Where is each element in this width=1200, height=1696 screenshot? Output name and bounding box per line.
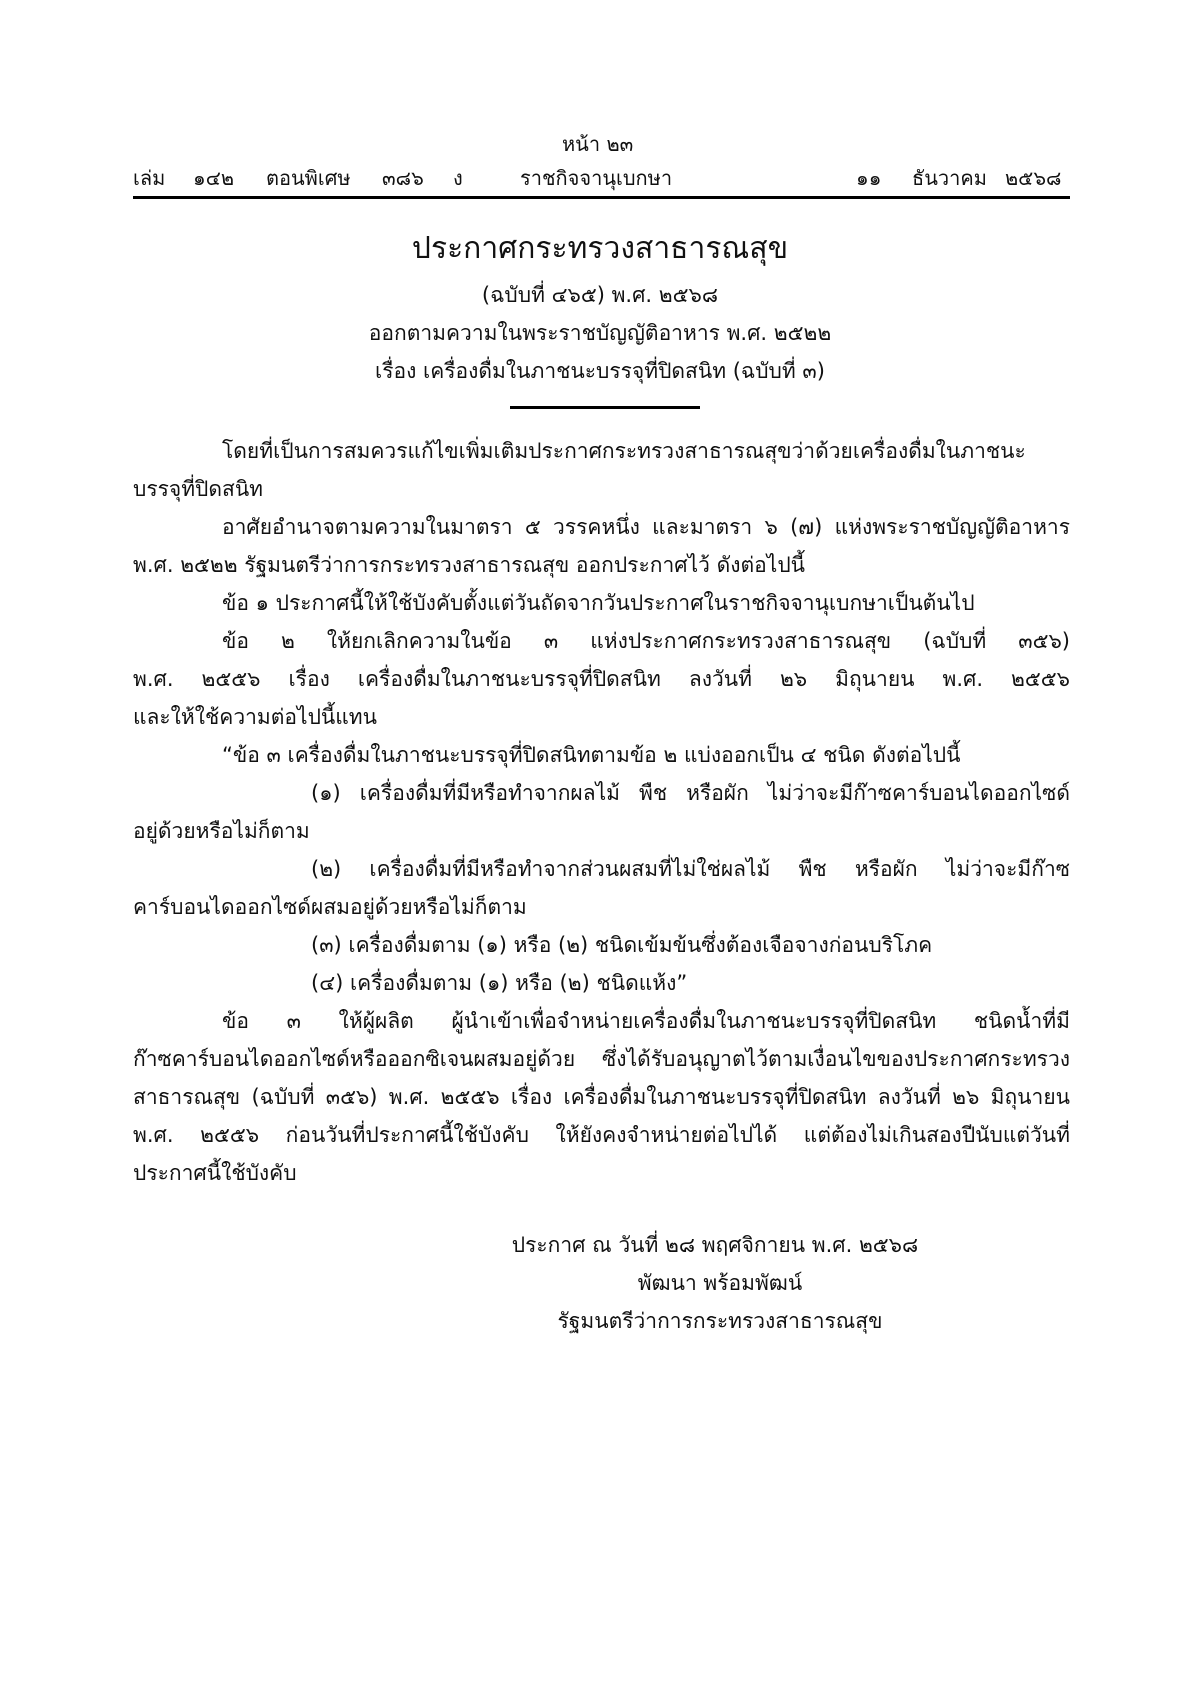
section-number: ๓๘๖: [382, 166, 424, 190]
announcement-number: (ฉบับที่ ๔๖๕) พ.ศ. ๒๕๖๘: [481, 283, 719, 307]
clause-3-line-2: ก๊าซคาร์บอนไดออกไซด์หรือออกซิเจนผสมอยู่ด้วย ซึ่งได้รับอนุญาตไว้ตามเงื่อนไขของประกาศกระทรวง: [133, 1047, 1070, 1071]
clause-3-line-5: ประกาศนี้ใช้บังคับ: [133, 1161, 297, 1185]
item-3: (๓) เครื่องดื่มตาม (๑) หรือ (๒) ชนิดเข้มข้นซึ่งต้องเจือจางก่อนบริโภค: [311, 933, 933, 957]
volume-label: เล่ม: [133, 166, 166, 190]
date-month: ธันวาคม: [912, 166, 987, 190]
item-2-line-1: (๒) เครื่องดื่มที่มีหรือทำจากส่วนผสมที่ไม่ใช่ผลไม้ พืช หรือผัก ไม่ว่าจะมีก๊าซ: [311, 857, 1070, 881]
signatory-name: พัฒนา พร้อมพัฒน์: [637, 1271, 803, 1295]
item-4: (๔) เครื่องดื่มตาม (๑) หรือ (๒) ชนิดแห้ง”: [311, 971, 688, 995]
paragraph-1-line-2: บรรจุที่ปิดสนิท: [133, 477, 264, 501]
clause-3-line-1: ข้อ ๓ ให้ผู้ผลิต ผู้นำเข้าเพื่อจำหน่ายเครื่องดื่มในภาชนะบรรจุที่ปิดสนิท ชนิดน้ำที่มี: [222, 1009, 1070, 1033]
announcement-title: ประกาศกระทรวงสาธารณสุข: [411, 231, 789, 266]
paragraph-2-line-2: พ.ศ. ๒๕๒๒ รัฐมนตรีว่าการกระทรวงสาธารณสุข ออกประกาศไว้ ดังต่อไปนี้: [133, 553, 805, 577]
item-2-line-2: คาร์บอนไดออกไซด์ผสมอยู่ด้วยหรือไม่ก็ตาม: [133, 895, 527, 919]
item-1-line-1: (๑) เครื่องดื่มที่มีหรือทำจากผลไม้ พืช หรือผัก ไม่ว่าจะมีก๊าซคาร์บอนไดออกไซด์: [311, 781, 1070, 805]
clause-2-line-2: พ.ศ. ๒๕๕๖ เรื่อง เครื่องดื่มในภาชนะบรรจุที่ปิดสนิท ลงวันที่ ๒๖ มิถุนายน พ.ศ. ๒๕๕๖: [133, 667, 1070, 691]
paragraph-2-line-1: อาศัยอำนาจตามความในมาตรา ๕ วรรคหนึ่ง และมาตรา ๖ (๗) แห่งพระราชบัญญัติอาหาร: [222, 515, 1070, 539]
signatory-position: รัฐมนตรีว่าการกระทรวงสาธารณสุข: [557, 1309, 883, 1333]
gazette-name: ราชกิจจานุเบกษา: [520, 166, 673, 190]
clause-3-line-4: พ.ศ. ๒๕๕๖ ก่อนวันที่ประกาศนี้ใช้บังคับ ให้ยังคงจำหน่ายต่อไปได้ แต่ต้องไม่เกินสองปีนับแต่วันที่: [133, 1123, 1070, 1147]
item-1-line-2: อยู่ด้วยหรือไม่ก็ตาม: [133, 819, 310, 843]
title-divider: [510, 406, 700, 409]
volume-number: ๑๔๒: [193, 166, 235, 190]
section-letter: ง: [453, 166, 463, 190]
announcement-date: ประกาศ ณ วันที่ ๒๘ พฤศจิกายน พ.ศ. ๒๕๖๘: [511, 1233, 919, 1257]
quoted-clause-3: “ข้อ ๓ เครื่องดื่มในภาชนะบรรจุที่ปิดสนิทตามข้อ ๒ แบ่งออกเป็น ๔ ชนิด ดังต่อไปนี้: [222, 743, 961, 767]
clause-2-line-1: ข้อ ๒ ให้ยกเลิกความในข้อ ๓ แห่งประกาศกระทรวงสาธารณสุข (ฉบับที่ ๓๕๖): [222, 629, 1070, 653]
clause-3-line-3: สาธารณสุข (ฉบับที่ ๓๕๖) พ.ศ. ๒๕๕๖ เรื่อง เครื่องดื่มในภาชนะบรรจุที่ปิดสนิท ลงวันที่ ๒๖ มิถุนายน: [133, 1085, 1070, 1109]
date-year: ๒๕๖๘: [1005, 166, 1062, 190]
date-day: ๑๑: [856, 166, 882, 190]
page-number: หน้า ๒๓: [562, 132, 634, 156]
clause-2-line-3: และให้ใช้ความต่อไปนี้แทน: [133, 705, 377, 729]
announcement-subject: เรื่อง เครื่องดื่มในภาชนะบรรจุที่ปิดสนิท (ฉบับที่ ๓): [375, 359, 825, 383]
clause-1: ข้อ ๑ ประกาศนี้ให้ใช้บังคับตั้งแต่วันถัดจากวันประกาศในราชกิจจานุเบกษาเป็นต้นไป: [222, 591, 975, 615]
paragraph-1-line-1: โดยที่เป็นการสมควรแก้ไขเพิ่มเติมประกาศกระทรวงสาธารณสุขว่าด้วยเครื่องดื่มในภาชนะ: [222, 439, 1026, 463]
announcement-authority: ออกตามความในพระราชบัญญัติอาหาร พ.ศ. ๒๕๒๒: [368, 321, 832, 345]
header-divider: [133, 196, 1070, 199]
section-label: ตอนพิเศษ: [266, 166, 351, 190]
